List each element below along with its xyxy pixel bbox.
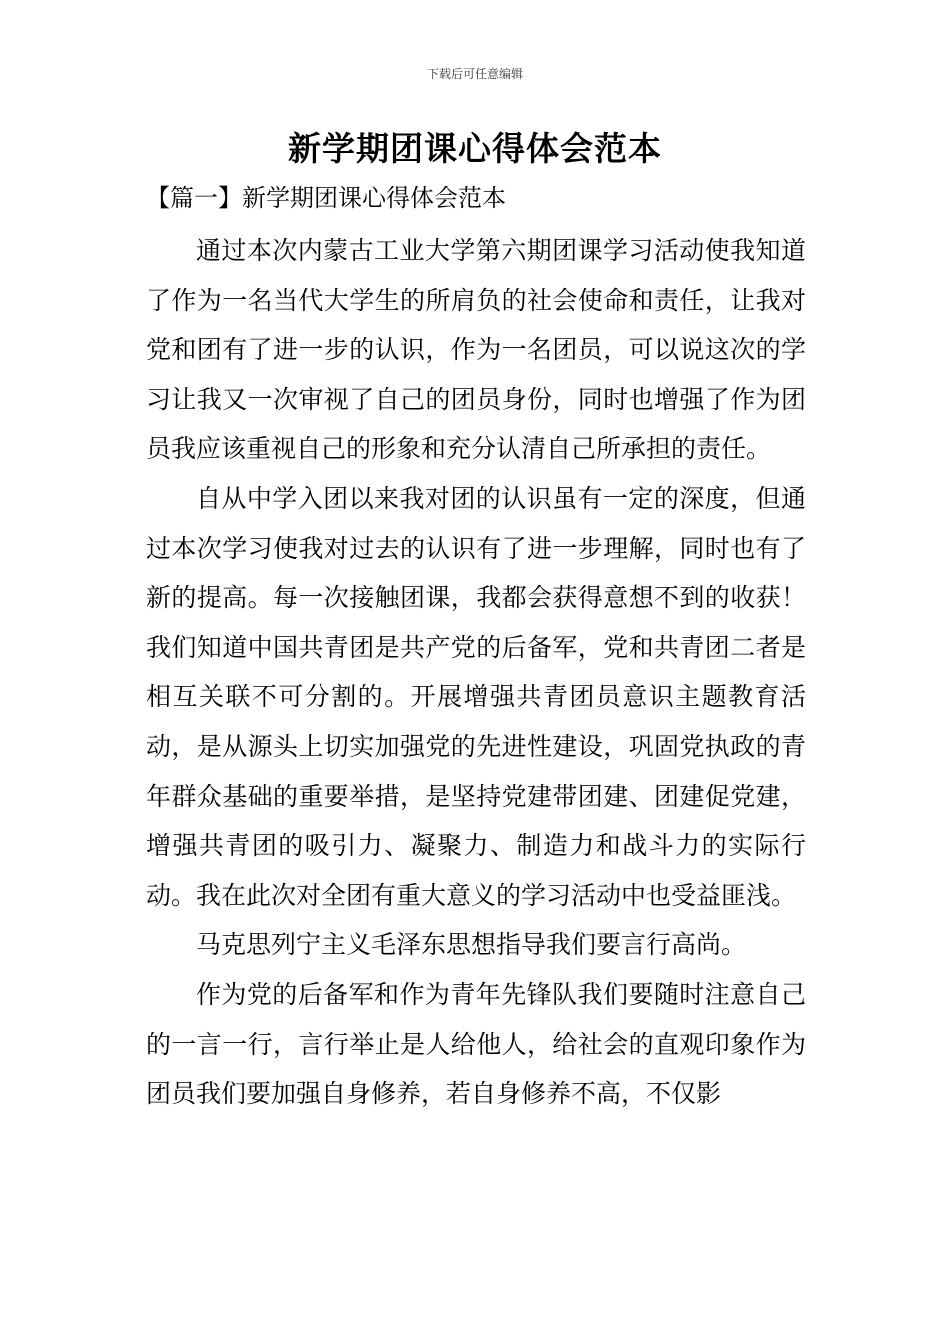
paragraph-1: 通过本次内蒙古工业大学第六期团课学习活动使我知道了作为一名当代大学生的所肩负的社会使命和责任，让我对党和团有了进一步的认识，作为一名团员，可以说这次的学习让我又一次审视了自己的团员身份，同时也增强了作为团员我应该重视自己的形象和充分认清自己所承担的责任。 bbox=[146, 236, 806, 464]
document-title: 新学期团课心得体会范本 bbox=[288, 129, 662, 168]
section-heading: 【篇一】新学期团课心得体会范本 bbox=[146, 184, 506, 212]
paragraph-2: 自从中学入团以来我对团的认识虽有一定的深度，但通过本次学习使我对过去的认识有了进一步理解，同时也有了新的提高。每一次接触团课，我都会获得意想不到的收获！我们知道中国共青团是共产党的后备军，党和共青团二者是相互关联不可分割的。开展增强共青团员意识主题教育活动，是从源头上切实加强党的先进性建设，巩固党执政的青年群众基础的重要举措，是坚持党建带团建、团建促党建，增强共青团的吸引力、凝聚力、制造力和战斗力的实际行动。我在此次对全团有重大意义的学习活动中也受益匪浅。 bbox=[146, 483, 806, 910]
header-note: 下载后可任意编辑 bbox=[426, 67, 523, 81]
paragraph-3: 马克思列宁主义毛泽东思想指导我们要言行高尚。 bbox=[196, 930, 747, 960]
body-text bbox=[146, 226, 806, 1119]
paragraph-4: 作为党的后备军和作为青年先锋队我们要随时注意自己的一言一行，言行举止是人给他人，给社会的直观印象作为团员我们要加强自身修养，若自身修养不高，不仅影 bbox=[146, 979, 806, 1109]
